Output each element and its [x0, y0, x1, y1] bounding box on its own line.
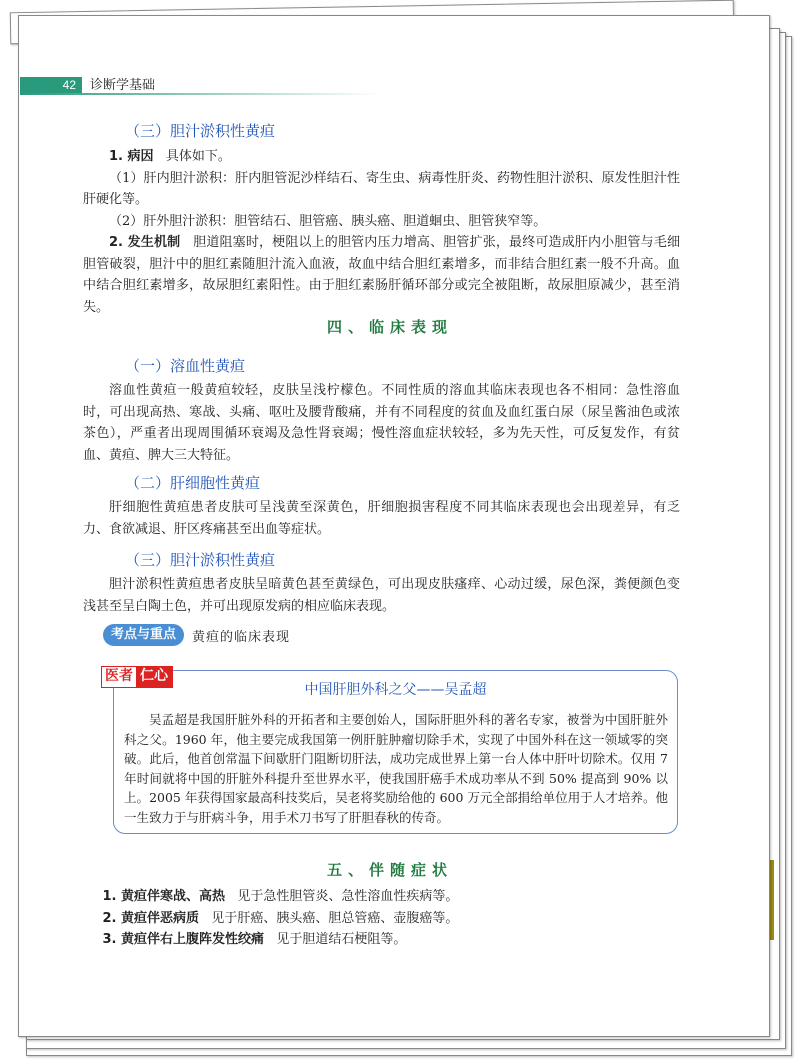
label: 1. 黄疸伴寒战、高热: [102, 889, 226, 904]
story-title: 中国肝胆外科之父——吴孟超: [304, 682, 487, 698]
text: 胆汁淤积性黄疸患者皮肤呈暗黄色甚至黄绿色，可出现皮肤瘙痒、心动过缓，尿色深，粪便颜色变浅甚至呈白陶土色，并可出现原发病的相应临床表现。: [83, 577, 680, 614]
header-divider: [20, 93, 380, 95]
paragraph: [83, 232, 680, 318]
text: 具体如下。: [165, 149, 231, 164]
list-item: [83, 886, 680, 908]
story-text: [124, 710, 668, 827]
label: 1. 病因: [109, 149, 154, 164]
paragraph: （2）肝外胆汁淤积：胆管结石、胆管癌、胰头癌、胆道蛔虫、胆管狭窄等。: [109, 213, 547, 229]
tag-left: 医者: [105, 668, 133, 684]
subsection-heading: （二）肝细胞性黄疸: [125, 474, 261, 492]
text: 溶血性黄疸一般黄疸较轻，皮肤呈浅柠檬色。不同性质的溶血其临床表现也各不相同：急性溶血时，可出现高热、寒战、头痛、呕吐及腰背酸痛，并有不同程度的贫血及血红蛋白尿（尿呈酱油色或浓茶色），严重者出现周围循环衰竭及急性肾衰竭；慢性溶血症状较轻，多为先天性，可反复发作，有贫血、黄疸、脾大三大特征。: [83, 383, 680, 463]
text: 肝细胞性黄疸患者皮肤可呈浅黄至深黄色，肝细胞损害程度不同其临床表现也会出现差异，有乏力、食欲减退、肝区疼痛甚至出血等症状。: [83, 500, 680, 537]
subsection-heading: （三）胆汁淤积性黄疸: [125, 551, 276, 569]
paragraph-group: [83, 146, 680, 318]
symptom-list: [83, 886, 680, 951]
subsection-heading: （一）溶血性黄疸: [125, 357, 246, 375]
text: 胆道阻塞时，梗阻以上的胆管内压力增高、胆管扩张，最终可造成肝内小胆管与毛细胆管破裂，胆汁中的胆红素随胆汁流入血液，故血中结合胆红素增多，而非结合胆红素一般不升高。血中结合胆红素增多，故尿胆红素阳性。由于胆红素肠肝循环部分或完全被阻断，故尿胆原减少，甚至消失。: [83, 235, 680, 315]
paragraph: （1）肝内胆汁淤积：肝内胆管泥沙样结石、寄生虫、病毒性肝炎、药物性胆汁淤积、原发性胆汁性肝硬化等。: [83, 170, 680, 207]
label: 2. 黄疸伴恶病质: [102, 910, 200, 926]
book-title: 诊断学基础: [90, 77, 156, 92]
key-point-text: 黄疸的临床表现: [192, 630, 291, 645]
key-point-badge: 考点与重点: [103, 624, 184, 646]
list-item: [83, 929, 680, 951]
paragraph: [83, 574, 680, 617]
tag-right: 仁心: [136, 667, 172, 687]
paragraph: [83, 146, 680, 168]
section-title: 四、临床表现: [326, 318, 453, 336]
label: 3. 黄疸伴右上腹阵发性绞痛: [102, 932, 265, 947]
paragraph: [83, 497, 680, 540]
text: 见于肝癌、胰头癌、胆总管癌、壶腹癌等。: [211, 910, 459, 926]
section-title: 五、伴随症状: [326, 861, 453, 879]
text: 吴孟超是我国肝脏外科的开拓者和主要创始人，国际肝胆外科的著名专家，被誉为中国肝脏外科之父。1960 年，他主要完成我国第一例肝脏肿瘤切除手术，实现了中国外科在这一领域零的突破。此后，他首创常温下间歇肝门阻断切肝法，成功完成世界上第一台人体中肝叶切除术。仅用 7 年时间就将中国的肝脏外科提升至世界水平，使我国肝癌手术成功率从不到 50% 提高到 90% 以上。2005 年获得国家最高科技奖后，吴老将奖励给他的 600 万元全部捐给单位用于人才培养。他一生致力于与肝病斗争，用手术刀书写了肝胆春秋的传奇。: [124, 712, 668, 825]
list-item: [83, 908, 680, 930]
label: 2. 发生机制: [109, 235, 181, 250]
paragraph: [83, 380, 680, 466]
text: 见于胆道结石梗阻等。: [276, 932, 407, 947]
subsection-heading: （三）胆汁淤积性黄疸: [125, 122, 276, 140]
page-number: 42: [20, 77, 82, 93]
text: 见于急性胆管炎、急性溶血性疾病等。: [237, 889, 459, 904]
